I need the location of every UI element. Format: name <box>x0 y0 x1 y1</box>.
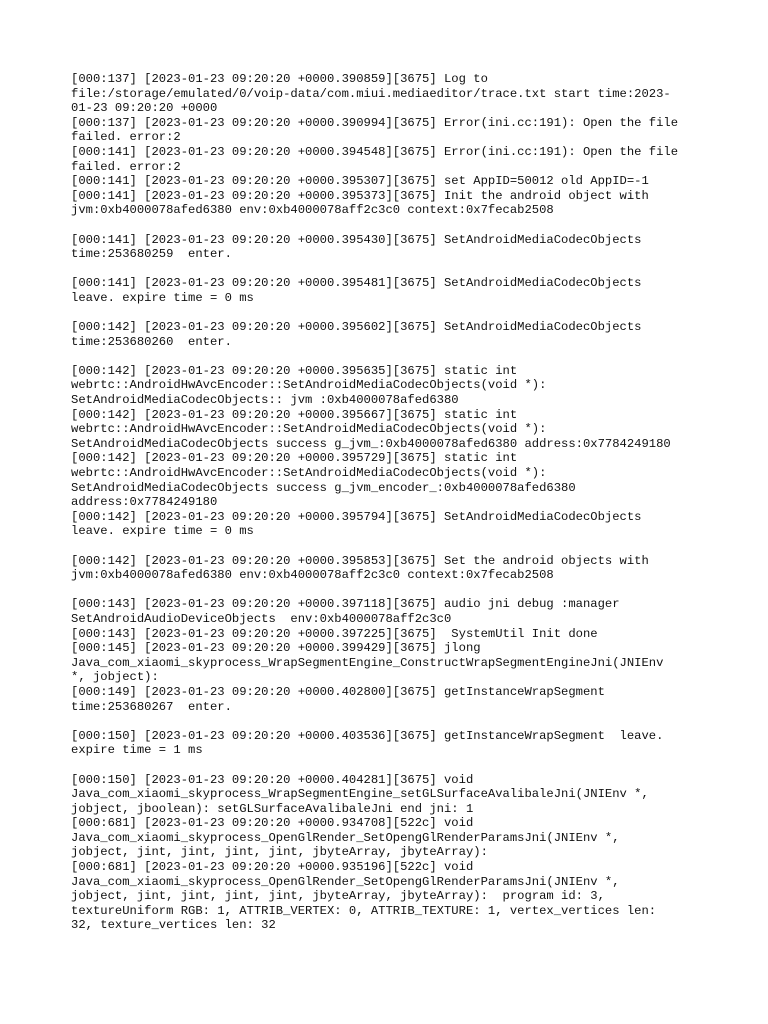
log-line: [000:681] [2023-01-23 09:20:20 +0000.935196][522c] void <box>71 860 474 875</box>
blank-line <box>71 539 711 554</box>
log-line: address:0x7784249180 <box>71 495 218 510</box>
log-line: [000:142] [2023-01-23 09:20:20 +0000.395635][3675] static int <box>71 363 518 378</box>
log-line: [000:150] [2023-01-23 09:20:20 +0000.403536][3675] getInstanceWrapSegment leave. <box>71 728 664 743</box>
log-line: leave. expire time = 0 ms <box>71 524 254 539</box>
log-line: [000:137] [2023-01-23 09:20:20 +0000.390859][3675] Log to <box>71 72 488 86</box>
log-line: Java_com_xiaomi_skyprocess_OpenGlRender_SetOpengGlRenderParamsJni(JNIEnv *, <box>71 874 620 889</box>
log-line: SetAndroidMediaCodecObjects:: jvm :0xb4000078afed6380 <box>71 393 459 408</box>
log-line: time:253680260 enter. <box>71 334 232 349</box>
log-line: [000:143] [2023-01-23 09:20:20 +0000.397225][3675] SystemUtil Init done <box>71 626 598 641</box>
blank-line <box>71 218 711 233</box>
log-line: failed. error:2 <box>71 159 181 174</box>
log-line: webrtc::AndroidHwAvcEncoder::SetAndroidMediaCodecObjects(void *): <box>71 378 547 393</box>
log-line: [000:143] [2023-01-23 09:20:20 +0000.397118][3675] audio jni debug :manager <box>71 597 620 612</box>
log-line: [000:141] [2023-01-23 09:20:20 +0000.395373][3675] Init the android object with <box>71 188 649 203</box>
log-line: [000:142] [2023-01-23 09:20:20 +0000.395729][3675] static int <box>71 451 518 466</box>
log-line: Java_com_xiaomi_skyprocess_WrapSegmentEngine_setGLSurfaceAvalibaleJni(JNIEnv *, <box>71 787 649 802</box>
log-line: jobject, jint, jint, jint, jint, jbyteArray, jbyteArray): <box>71 845 488 860</box>
log-line: [000:142] [2023-01-23 09:20:20 +0000.395602][3675] SetAndroidMediaCodecObjects <box>71 320 642 335</box>
log-line: [000:137] [2023-01-23 09:20:20 +0000.390994][3675] Error(ini.cc:191): Open the file <box>71 115 679 130</box>
log-line: [000:150] [2023-01-23 09:20:20 +0000.404281][3675] void <box>71 772 474 787</box>
log-line: [000:142] [2023-01-23 09:20:20 +0000.395794][3675] SetAndroidMediaCodecObjects <box>71 509 642 524</box>
log-line: leave. expire time = 0 ms <box>71 290 254 305</box>
log-text-body <box>71 72 711 933</box>
log-line: [000:681] [2023-01-23 09:20:20 +0000.934708][522c] void <box>71 816 474 831</box>
blank-line <box>71 758 711 773</box>
log-line: SetAndroidMediaCodecObjects success g_jvm_encoder_:0xb4000078afed6380 <box>71 480 576 495</box>
log-line: Java_com_xiaomi_skyprocess_OpenGlRender_SetOpengGlRenderParamsJni(JNIEnv *, <box>71 830 620 845</box>
log-line: [000:142] [2023-01-23 09:20:20 +0000.395853][3675] Set the android objects with <box>71 553 649 568</box>
log-line: textureUniform RGB: 1, ATTRIB_VERTEX: 0, ATTRIB_TEXTURE: 1, vertex_vertices len: <box>71 903 657 918</box>
log-line: [000:141] [2023-01-23 09:20:20 +0000.395307][3675] set AppID=50012 old AppID=-1 <box>71 174 649 189</box>
log-line: Java_com_xiaomi_skyprocess_WrapSegmentEngine_ConstructWrapSegmentEngineJni(JNIEnv <box>71 655 664 670</box>
log-line: [000:141] [2023-01-23 09:20:20 +0000.395481][3675] SetAndroidMediaCodecObjects <box>71 276 642 291</box>
log-line: [000:142] [2023-01-23 09:20:20 +0000.395667][3675] static int <box>71 407 518 422</box>
log-line: jvm:0xb4000078afed6380 env:0xb4000078aff2c3c0 context:0x7fecab2508 <box>71 568 554 583</box>
log-line: 32, texture_vertices len: 32 <box>71 918 276 933</box>
blank-line <box>71 349 711 364</box>
log-line: SetAndroidMediaCodecObjects success g_jvm_:0xb4000078afed6380 address:0x7784249180 <box>71 436 671 451</box>
blank-line <box>71 262 711 277</box>
log-line: file:/storage/emulated/0/voip-data/com.miui.mediaeditor/trace.txt start time:2023- <box>71 86 671 101</box>
log-line: expire time = 1 ms <box>71 743 203 758</box>
blank-line <box>71 714 711 729</box>
log-line: failed. error:2 <box>71 130 181 145</box>
log-line: jobject, jint, jint, jint, jint, jbyteArray, jbyteArray): program id: 3, <box>71 889 605 904</box>
log-line: [000:145] [2023-01-23 09:20:20 +0000.399429][3675] jlong <box>71 641 481 656</box>
log-line: time:253680267 enter. <box>71 699 232 714</box>
log-line: SetAndroidAudioDeviceObjects env:0xb4000078aff2c3c0 <box>71 611 452 626</box>
log-line: time:253680259 enter. <box>71 247 232 262</box>
blank-line <box>71 306 711 321</box>
blank-line <box>71 583 711 598</box>
log-line: 01-23 09:20:20 +0000 <box>71 101 218 116</box>
log-line: jobject, jboolean): setGLSurfaceAvalibaleJni end jni: 1 <box>71 801 474 816</box>
log-line: webrtc::AndroidHwAvcEncoder::SetAndroidMediaCodecObjects(void *): <box>71 422 547 437</box>
log-line: [000:141] [2023-01-23 09:20:20 +0000.395430][3675] SetAndroidMediaCodecObjects <box>71 232 642 247</box>
log-line: [000:149] [2023-01-23 09:20:20 +0000.402800][3675] getInstanceWrapSegment <box>71 684 605 699</box>
log-line: *, jobject): <box>71 670 159 685</box>
log-line: [000:141] [2023-01-23 09:20:20 +0000.394548][3675] Error(ini.cc:191): Open the file <box>71 144 679 159</box>
log-line: jvm:0xb4000078afed6380 env:0xb4000078aff2c3c0 context:0x7fecab2508 <box>71 203 554 218</box>
log-line: webrtc::AndroidHwAvcEncoder::SetAndroidMediaCodecObjects(void *): <box>71 466 547 481</box>
